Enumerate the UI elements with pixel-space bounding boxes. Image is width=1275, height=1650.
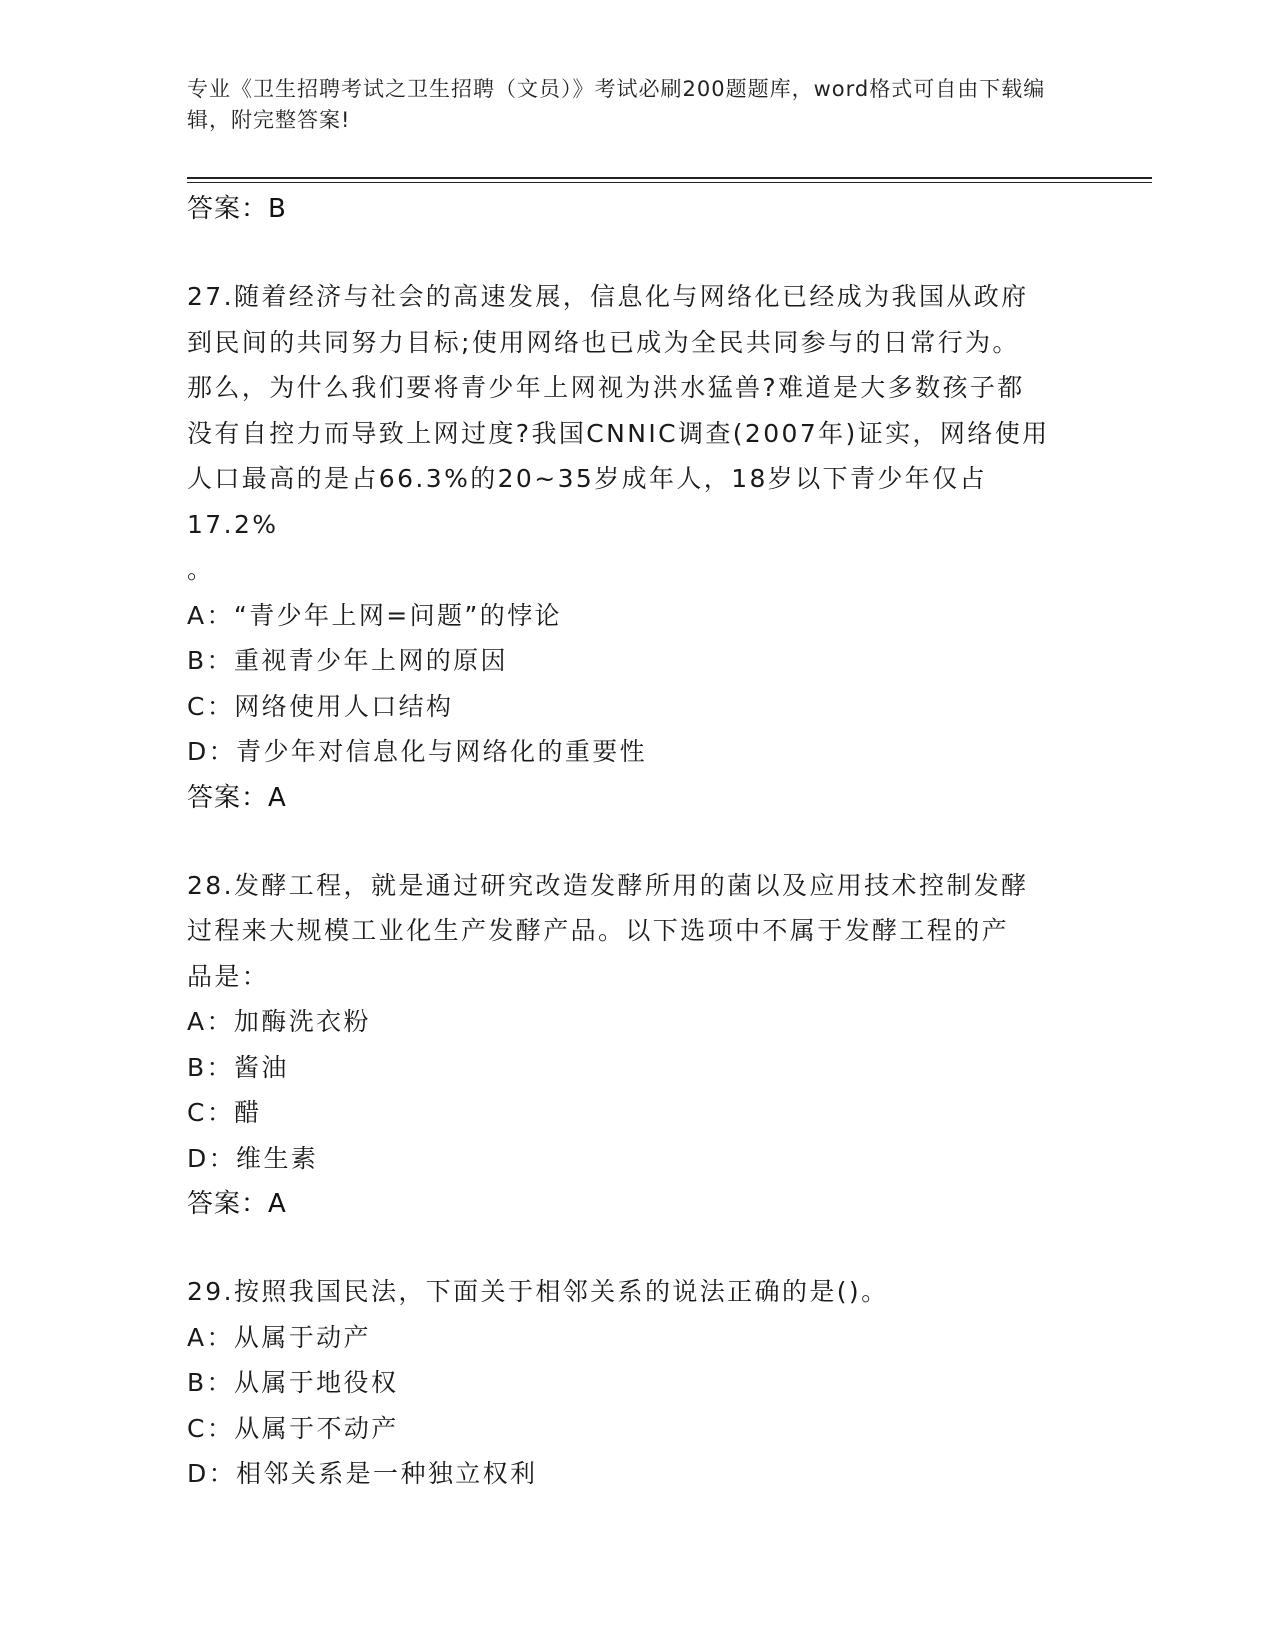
- question-line: 过程来大规模工业化生产发酵产品。以下选项中不属于发酵工程的产: [187, 916, 1010, 945]
- spacer: [187, 232, 1077, 274]
- question-line: 那么，为什么我们要将青少年上网视为洪水猛兽?难道是大多数孩子都: [187, 373, 1025, 402]
- answer-q27: 答案：A: [187, 782, 287, 813]
- question-line: 人口最高的是占66.3%的20~35岁成年人，18岁以下青少年仅占17.2%: [187, 464, 988, 539]
- question-28: [187, 863, 1077, 1182]
- question-line: 没有自控力而导致上网过度?我国CNNIC调查(2007年)证实，网络使用: [187, 418, 1050, 448]
- page-header: 专业《卫生招聘考试之卫生招聘（文员）》考试必刷200题题库，word格式可自由下载编辑，附完整答案!: [187, 77, 1046, 132]
- option-b: B：重视青少年上网的原因: [187, 646, 508, 675]
- header-rule-thin: [187, 182, 1152, 183]
- answer-q26: 答案：B: [187, 194, 287, 224]
- option-d: D：相邻关系是一种独立权利: [187, 1459, 538, 1488]
- document-body: [187, 186, 1077, 1497]
- option-d: D：维生素: [187, 1143, 319, 1173]
- option-a: A：从属于动产: [187, 1322, 371, 1352]
- spacer: [187, 1227, 1077, 1269]
- option-c: C：从属于不动产: [187, 1413, 399, 1443]
- question-line: 27.随着经济与社会的高速发展，信息化与网络化已经成为我国从政府: [187, 282, 1029, 311]
- option-c: C：网络使用人口结构: [187, 691, 454, 721]
- option-b: B：从属于地役权: [187, 1368, 399, 1397]
- question-line: 到民间的共同努力目标;使用网络也已成为全民共同参与的日常行为。: [187, 327, 1020, 357]
- option-d: D：青少年对信息化与网络化的重要性: [187, 737, 648, 766]
- answer-q28: 答案：A: [187, 1189, 287, 1219]
- question-27: [187, 274, 1077, 775]
- header-rule-thick: [187, 177, 1152, 179]
- spacer: [187, 821, 1077, 863]
- question-line: 28.发酵工程，就是通过研究改造发酵所用的菌以及应用技术控制发酵: [187, 870, 1029, 900]
- option-a: A：加酶洗衣粉: [187, 1007, 371, 1036]
- question-line: 品是：: [187, 961, 270, 991]
- option-a: A：“青少年上网=问题”的悖论: [187, 600, 562, 630]
- question-line: 。: [187, 555, 215, 584]
- option-c: C：醋: [187, 1098, 262, 1127]
- option-b: B：酱油: [187, 1052, 289, 1082]
- question-line: 29.按照我国民法，下面关于相邻关系的说法正确的是()。: [187, 1277, 889, 1306]
- question-29: [187, 1269, 1077, 1497]
